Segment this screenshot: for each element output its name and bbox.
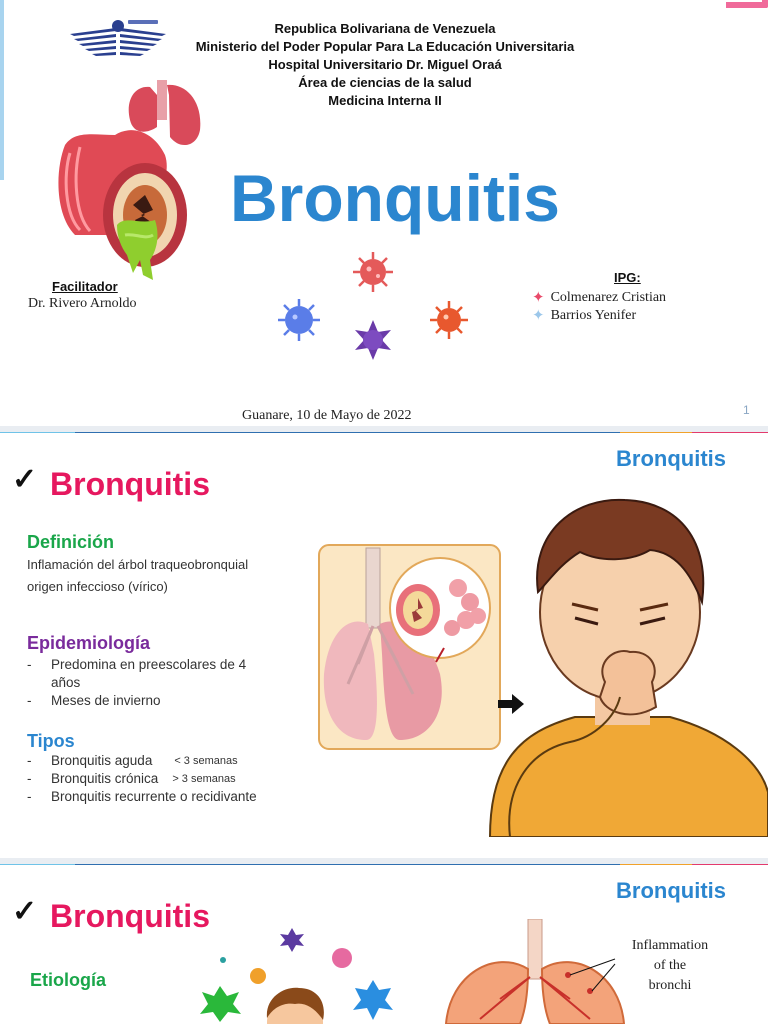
coughing-boy-illustration xyxy=(480,492,768,837)
virus-icon-green xyxy=(200,986,241,1022)
types-list xyxy=(27,752,257,806)
caption-line: of the xyxy=(653,958,687,973)
student-item xyxy=(532,289,666,307)
virus-icon-red xyxy=(353,252,393,292)
caption-line: Inflammation xyxy=(631,938,709,953)
check-icon: ✓ xyxy=(12,463,38,496)
student-name: Colmenarez Cristian xyxy=(550,290,667,305)
virus-icon-orange xyxy=(250,968,266,984)
main-title: Bronquitis xyxy=(230,161,560,235)
lungs-illustration xyxy=(318,544,503,752)
epidemiology-heading: Epidemiología xyxy=(27,633,151,653)
header-line-2: Ministerio del Poder Popular Para La Educación Universitaria xyxy=(195,39,575,54)
slide-3 xyxy=(0,864,768,1024)
virus-icon-purple xyxy=(280,928,304,952)
types-heading: Tipos xyxy=(27,731,75,751)
etiology-heading: Etiología xyxy=(30,970,106,990)
germs-child-illustration xyxy=(195,922,405,1024)
inflamed-lungs-illustration xyxy=(440,919,630,1024)
virus-icons xyxy=(275,248,475,363)
virus-icon-orange xyxy=(430,301,468,339)
bronchus-illustration xyxy=(45,75,225,285)
lungs-caption xyxy=(620,936,720,996)
left-accent-line xyxy=(0,0,4,180)
student-list xyxy=(532,289,666,325)
virus-icon-pink xyxy=(332,948,352,968)
slide-2 xyxy=(0,432,768,858)
list-item: - Bronquitis crónica > 3 semanas xyxy=(27,771,236,786)
slide-1 xyxy=(0,0,768,426)
corner-accent xyxy=(726,0,768,8)
virus-icon-purple xyxy=(355,320,391,360)
header-line-3: Hospital Universitario Dr. Miguel Oraá xyxy=(268,57,502,72)
color-bar xyxy=(0,432,768,433)
virus-icon-teal xyxy=(220,957,226,963)
header-line-4: Área de ciencias de la salud xyxy=(298,75,472,90)
caption-line: bronchi xyxy=(648,978,692,993)
corner-title: Bronquitis xyxy=(616,878,726,903)
list-item: - Meses de invierno xyxy=(27,693,161,708)
sparkle-icon: ✦ xyxy=(532,308,545,324)
virus-icon-blue xyxy=(278,299,320,341)
page-number: 1 xyxy=(743,403,750,417)
ipg-label: IPG: xyxy=(614,270,641,285)
facilitator-name: Dr. Rivero Arnoldo xyxy=(28,296,137,311)
student-name: Barrios Yenifer xyxy=(550,308,637,323)
sparkle-icon: ✦ xyxy=(532,290,545,306)
slide-title: Bronquitis xyxy=(50,466,210,502)
check-icon: ✓ xyxy=(12,895,38,928)
list-item: - Bronquitis aguda < 3 semanas xyxy=(27,753,238,768)
header-line-5: Medicina Interna II xyxy=(328,93,442,108)
definition-heading: Definición xyxy=(27,532,115,552)
list-item: - Predomina en preescolares de 4 xyxy=(27,657,247,672)
definition-line: Inflamación del árbol traqueobronquial xyxy=(27,557,249,572)
epidemiology-list xyxy=(27,656,246,710)
presentation-date: Guanare, 10 de Mayo de 2022 xyxy=(242,408,412,423)
list-item: - Bronquitis recurrente o recidivante xyxy=(27,789,257,804)
definition-text xyxy=(27,554,248,598)
list-item: años xyxy=(51,675,81,690)
header-line-1: Republica Bolivariana de Venezuela xyxy=(274,21,496,36)
student-item xyxy=(532,307,666,325)
corner-title: Bronquitis xyxy=(616,446,726,471)
slide-title: Bronquitis xyxy=(50,898,210,934)
virus-icon-blue xyxy=(353,980,393,1020)
color-bar xyxy=(0,864,768,865)
facilitator-label: Facilitador xyxy=(52,279,118,294)
definition-line: origen infeccioso (vírico) xyxy=(27,579,168,594)
